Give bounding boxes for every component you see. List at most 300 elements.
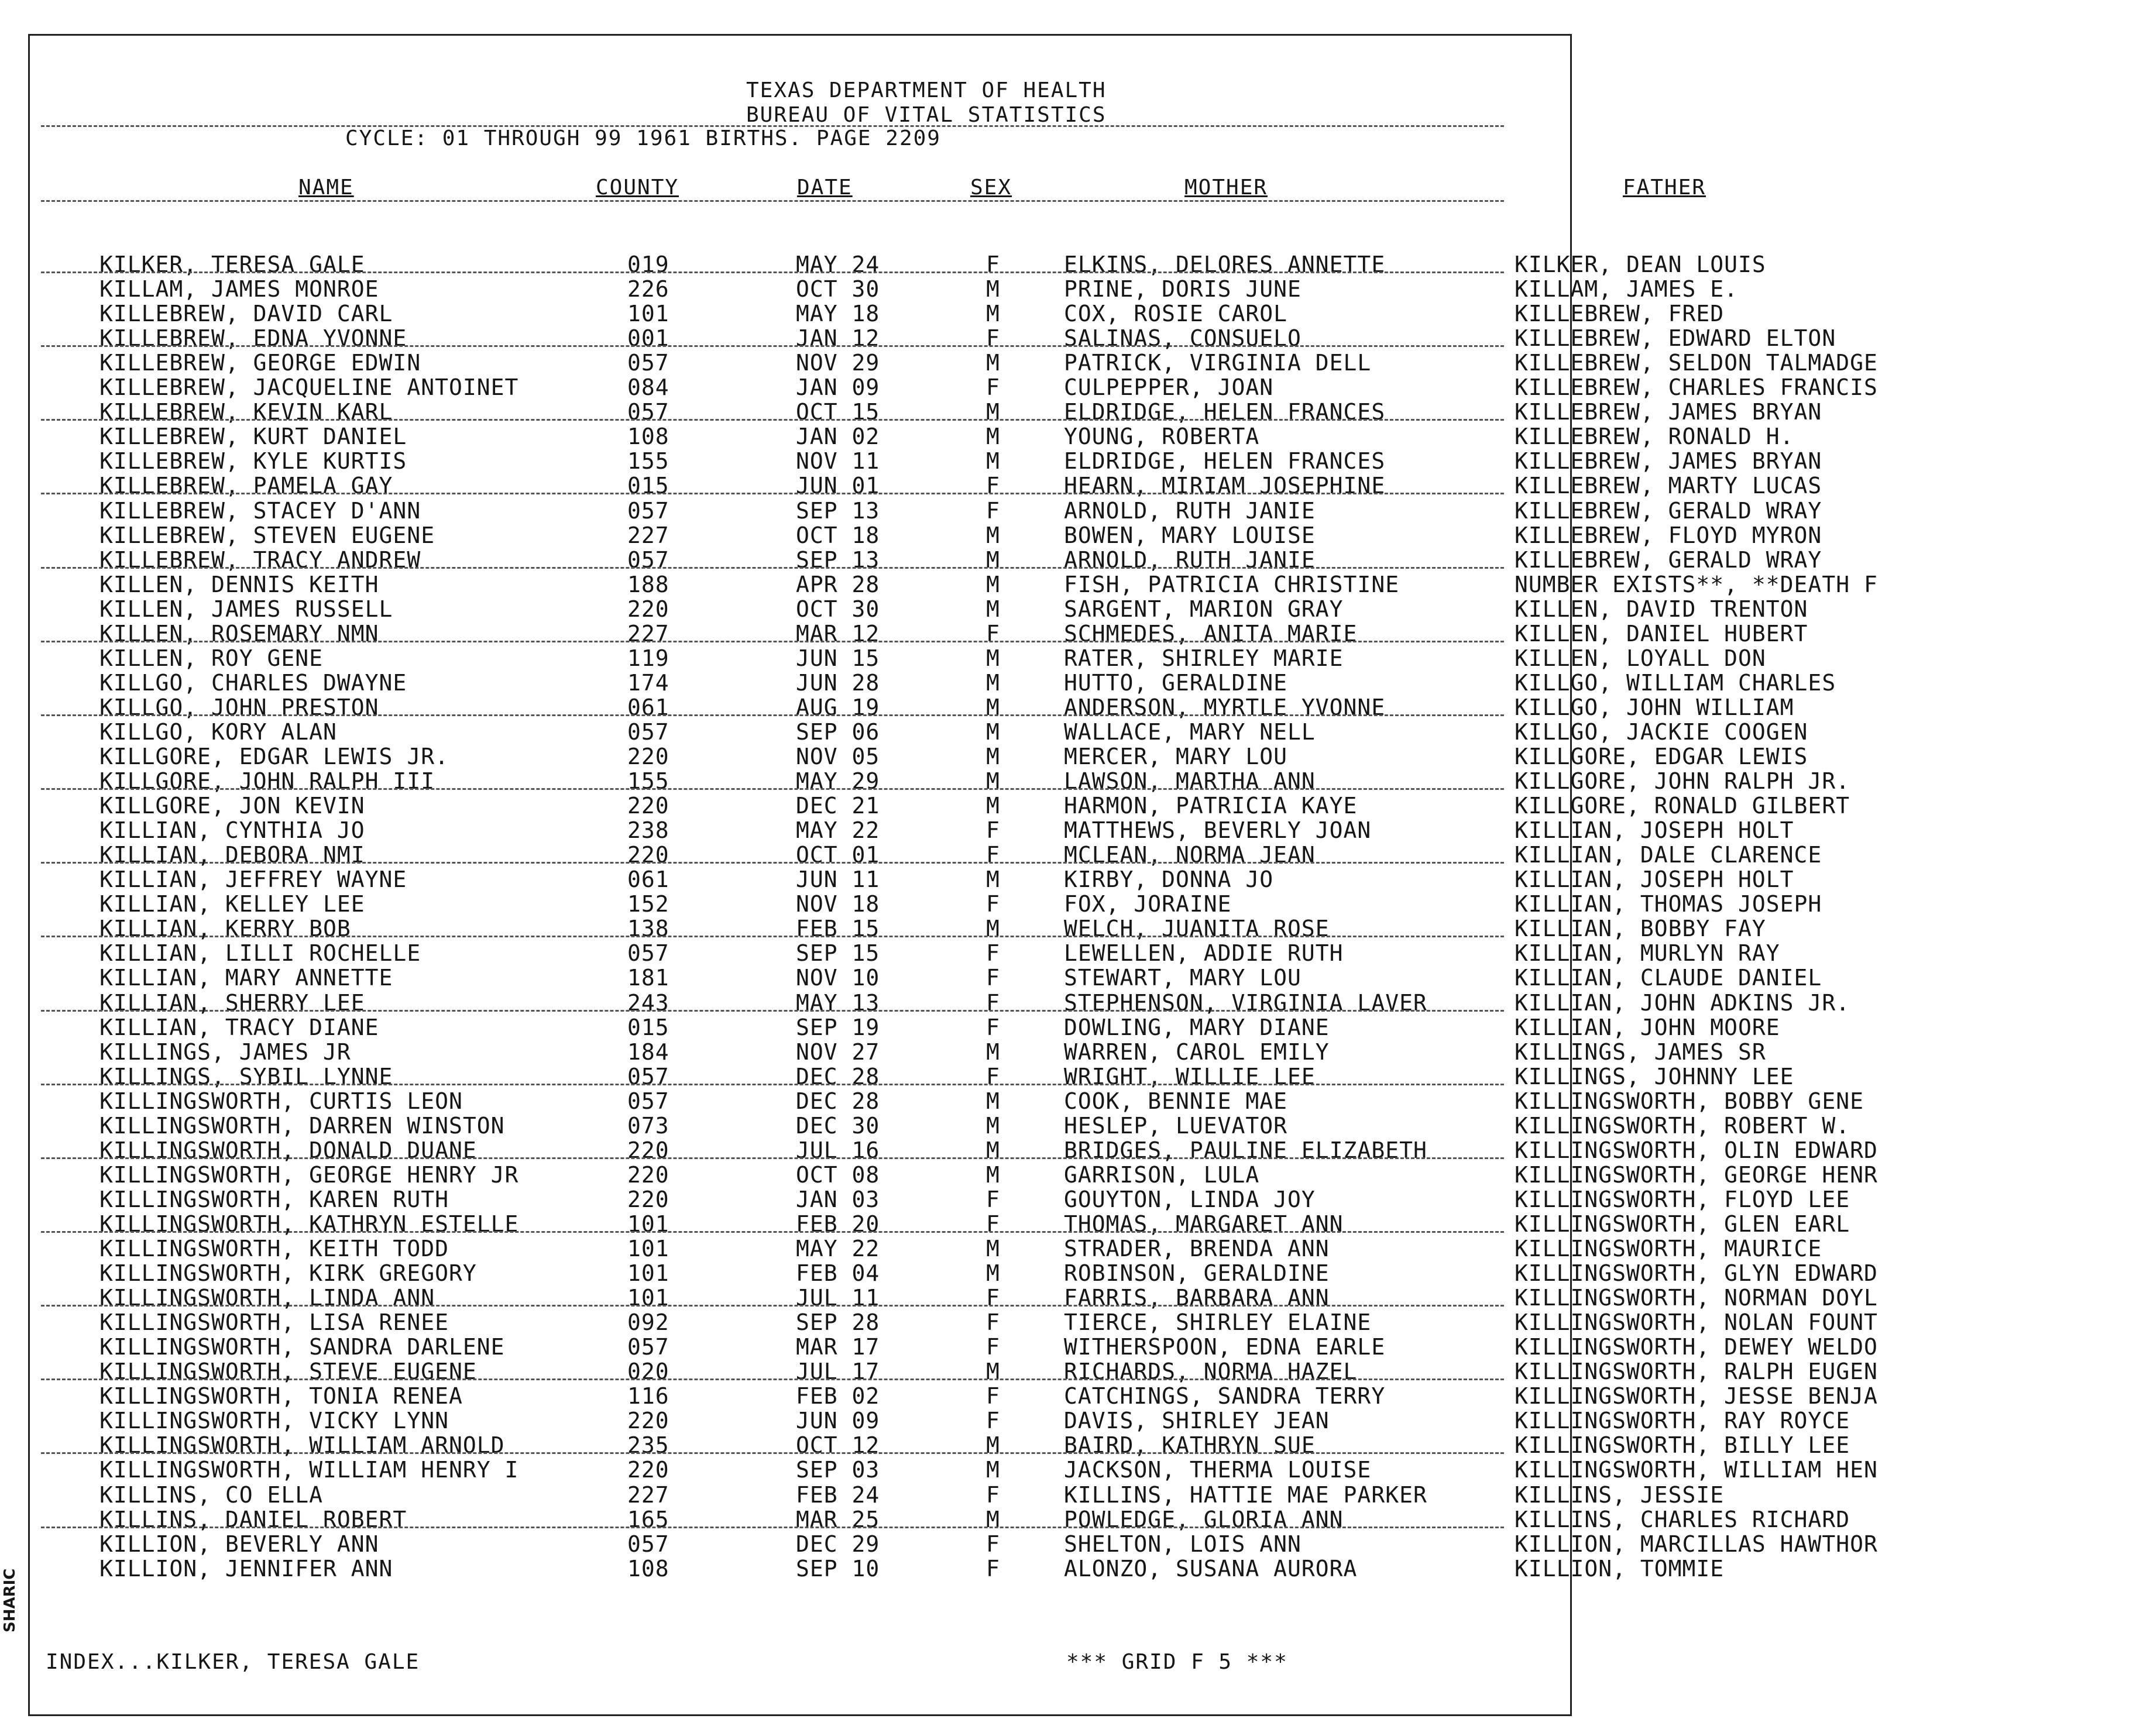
record-name: KILLEBREW, KEVIN KARL: [99, 399, 393, 425]
record-sex: M: [986, 719, 1000, 745]
record-sex: M: [986, 448, 1000, 475]
record-mother: DOWLING, MARY DIANE: [1064, 1014, 1330, 1040]
record-name: KILLINGSWORTH, KEITH TODD: [99, 1236, 449, 1261]
record-date: SEP 28: [796, 1309, 880, 1336]
record-county: 220: [627, 596, 669, 622]
record-sex: M: [986, 301, 1000, 327]
record-mother: CULPEPPER, JOAN: [1064, 374, 1274, 401]
grid-label: *** GRID F 5 ***: [1066, 1650, 1288, 1674]
record-name: KILLINGSWORTH, VICKY LYNN: [99, 1408, 449, 1434]
record-county: 188: [627, 571, 669, 597]
record-date: OCT 08: [796, 1161, 880, 1188]
record-name: KILLEN, DENNIS KEITH: [99, 571, 379, 597]
record-father: KILLION, TOMMIE: [1515, 1555, 1725, 1582]
record-father: KILLAM, JAMES E.: [1515, 276, 1739, 302]
record-name: KILLIAN, CYNTHIA JO: [99, 817, 365, 844]
record-county: 057: [627, 399, 669, 425]
record-father: KILLEBREW, RONALD H.: [1515, 424, 1794, 450]
record-mother: PATRICK, VIRGINIA DELL: [1064, 350, 1372, 376]
record-name: KILLIAN, TRACY DIANE: [99, 1014, 379, 1040]
record-name: KILLEN, JAMES RUSSELL: [99, 596, 393, 622]
record-mother: FOX, JORAINE: [1064, 891, 1232, 917]
record-date: JUN 09: [796, 1408, 880, 1434]
index-line: INDEX...KILKER, TERESA GALE: [46, 1650, 420, 1674]
record-row: [0, 1015, 2136, 1039]
record-row: [0, 1482, 2136, 1507]
record-date: MAR 17: [796, 1334, 880, 1360]
record-father: KILLEN, DAVID TRENTON: [1515, 596, 1808, 622]
record-date: OCT 01: [796, 842, 880, 868]
record-name: KILLEBREW, GEORGE EDWIN: [99, 350, 421, 376]
record-row: [0, 645, 2136, 670]
record-mother: COOK, BENNIE MAE: [1064, 1088, 1288, 1114]
column-header-father: FATHER: [1623, 176, 1706, 200]
record-father: KILLINGSWORTH, OLIN EDWARD: [1515, 1137, 1878, 1163]
record-date: DEC 29: [796, 1531, 880, 1557]
record-sex: M: [986, 1359, 1000, 1385]
record-sex: F: [986, 1186, 1000, 1212]
record-mother: FARRIS, BARBARA ANN: [1064, 1285, 1330, 1311]
record-father: KILLINGSWORTH, NOLAN FOUNT: [1515, 1309, 1878, 1336]
record-date: NOV 27: [796, 1039, 880, 1065]
record-mother: GOUYTON, LINDA JOY: [1064, 1186, 1316, 1212]
record-father: KILLINGSWORTH, DEWEY WELDO: [1515, 1334, 1878, 1360]
record-father: KILLEN, LOYALL DON: [1515, 645, 1766, 671]
record-mother: LAWSON, MARTHA ANN: [1064, 768, 1316, 795]
record-date: AUG 19: [796, 694, 880, 720]
record-mother: ALONZO, SUSANA AURORA: [1064, 1555, 1358, 1582]
record-date: FEB 04: [796, 1260, 880, 1287]
record-county: 015: [627, 473, 669, 499]
record-date: FEB 20: [796, 1211, 880, 1237]
record-sex: F: [986, 325, 1000, 352]
record-row: [0, 1162, 2136, 1187]
record-mother: WELCH, JUANITA ROSE: [1064, 916, 1330, 942]
record-row: [0, 670, 2136, 695]
record-county: 101: [627, 1236, 669, 1261]
record-county: 138: [627, 916, 669, 942]
record-mother: WALLACE, MARY NELL: [1064, 719, 1316, 745]
record-mother: BAIRD, KATHRYN SUE: [1064, 1432, 1316, 1459]
record-name: KILLEBREW, DAVID CARL: [99, 301, 393, 327]
record-sex: M: [986, 916, 1000, 942]
record-date: APR 28: [796, 571, 880, 597]
record-county: 057: [627, 940, 669, 967]
record-date: NOV 05: [796, 744, 880, 769]
record-mother: GARRISON, LULA: [1064, 1161, 1260, 1188]
record-row: [0, 522, 2136, 547]
record-county: 227: [627, 522, 669, 548]
record-name: KILLION, BEVERLY ANN: [99, 1531, 379, 1557]
record-father: KILLINGS, JOHNNY LEE: [1515, 1063, 1794, 1089]
record-row: [0, 498, 2136, 522]
row-rule: [41, 1452, 1504, 1454]
record-sex: M: [986, 424, 1000, 450]
record-father: KILLEBREW, FRED: [1515, 301, 1725, 327]
record-name: KILLIAN, KERRY BOB: [99, 916, 351, 942]
record-mother: SCHMEDES, ANITA MARIE: [1064, 620, 1358, 647]
record-father: KILLIAN, JOSEPH HOLT: [1515, 817, 1794, 844]
record-father: KILLEBREW, JAMES BRYAN: [1515, 399, 1822, 425]
record-date: FEB 24: [796, 1481, 880, 1508]
record-date: OCT 30: [796, 276, 880, 302]
record-mother: THOMAS, MARGARET ANN: [1064, 1211, 1344, 1237]
record-date: DEC 28: [796, 1088, 880, 1114]
record-name: KILLIAN, KELLEY LEE: [99, 891, 365, 917]
record-mother: BRIDGES, PAULINE ELIZABETH: [1064, 1137, 1427, 1163]
record-row: [0, 1088, 2136, 1113]
record-sex: F: [986, 1334, 1000, 1360]
record-row: [0, 596, 2136, 621]
record-sex: M: [986, 1236, 1000, 1261]
record-sex: M: [986, 1432, 1000, 1459]
record-county: 227: [627, 1481, 669, 1508]
record-sex: M: [986, 522, 1000, 548]
record-sex: M: [986, 645, 1000, 671]
record-sex: F: [986, 374, 1000, 401]
department-title: TEXAS DEPARTMENT OF HEALTH: [746, 78, 1107, 102]
record-county: 057: [627, 1531, 669, 1557]
record-name: KILLINGSWORTH, DARREN WINSTON: [99, 1112, 505, 1139]
record-county: 226: [627, 276, 669, 302]
cycle-line: CYCLE: 01 THROUGH 99 1961 BIRTHS. PAGE 2209: [345, 126, 941, 150]
record-date: MAY 22: [796, 817, 880, 844]
record-name: KILLEBREW, EDNA YVONNE: [99, 325, 407, 352]
record-sex: F: [986, 1309, 1000, 1336]
record-sex: F: [986, 817, 1000, 844]
record-county: 235: [627, 1432, 669, 1459]
record-father: KILLINS, CHARLES RICHARD: [1515, 1506, 1850, 1532]
record-county: 220: [627, 793, 669, 819]
record-sex: F: [986, 1211, 1000, 1237]
record-father: KILLEN, DANIEL HUBERT: [1515, 620, 1808, 647]
column-header-date: DATE: [797, 176, 853, 200]
record-father: KILLIAN, THOMAS JOSEPH: [1515, 891, 1822, 917]
record-date: SEP 13: [796, 497, 880, 524]
record-mother: MCLEAN, NORMA JEAN: [1064, 842, 1316, 868]
record-county: 019: [627, 252, 669, 277]
row-rule: [41, 1157, 1504, 1159]
record-county: 101: [627, 301, 669, 327]
record-name: KILLAM, JAMES MONROE: [99, 276, 379, 302]
record-date: MAR 12: [796, 620, 880, 647]
record-father: KILLIAN, JOSEPH HOLT: [1515, 867, 1794, 893]
record-sex: M: [986, 546, 1000, 573]
column-header-name: NAME: [298, 176, 354, 200]
record-county: 001: [627, 325, 669, 352]
record-row: [0, 1556, 2136, 1580]
record-father: KILLEBREW, SELDON TALMADGE: [1515, 350, 1878, 376]
record-row: [0, 1531, 2136, 1556]
record-sex: F: [986, 1408, 1000, 1434]
record-mother: LEWELLEN, ADDIE RUTH: [1064, 940, 1344, 967]
record-name: KILLION, JENNIFER ANN: [99, 1555, 393, 1582]
record-name: KILLEBREW, STACEY D'ANN: [99, 497, 421, 524]
record-date: JAN 12: [796, 325, 880, 352]
record-name: KILLINGSWORTH, LINDA ANN: [99, 1285, 435, 1311]
record-name: KILLINGSWORTH, WILLIAM ARNOLD: [99, 1432, 505, 1459]
record-mother: ROBINSON, GERALDINE: [1064, 1260, 1330, 1287]
record-mother: COX, ROSIE CAROL: [1064, 301, 1288, 327]
record-county: 152: [627, 891, 669, 917]
record-father: KILLIAN, BOBBY FAY: [1515, 916, 1766, 942]
record-sex: F: [986, 989, 1000, 1016]
record-father: KILLINGSWORTH, GEORGE HENR: [1515, 1161, 1878, 1188]
record-row: [0, 1383, 2136, 1408]
record-father: KILKER, DEAN LOUIS: [1515, 252, 1766, 277]
record-name: KILLINGSWORTH, STEVE EUGENE: [99, 1359, 477, 1385]
record-date: MAY 24: [796, 252, 880, 277]
record-sex: F: [986, 842, 1000, 868]
record-sex: F: [986, 1555, 1000, 1582]
record-row: [0, 1113, 2136, 1137]
record-name: KILLINGSWORTH, SANDRA DARLENE: [99, 1334, 505, 1360]
record-county: 220: [627, 1137, 669, 1163]
record-name: KILLIAN, DEBORA NMI: [99, 842, 365, 868]
record-name: KILLGO, JOHN PRESTON: [99, 694, 379, 720]
record-row: [0, 448, 2136, 473]
record-county: 119: [627, 645, 669, 671]
record-name: KILLGO, KORY ALAN: [99, 719, 337, 745]
record-mother: ELKINS, DELORES ANNETTE: [1064, 252, 1386, 277]
record-name: KILLINGSWORTH, DONALD DUANE: [99, 1137, 477, 1163]
record-date: OCT 30: [796, 596, 880, 622]
record-father: KILLINGSWORTH, GLYN EDWARD: [1515, 1260, 1878, 1287]
column-header-county: COUNTY: [596, 176, 679, 200]
record-mother: TIERCE, SHIRLEY ELAINE: [1064, 1309, 1372, 1336]
record-date: NOV 11: [796, 448, 880, 475]
record-row: [0, 572, 2136, 596]
record-row: [0, 817, 2136, 842]
record-date: MAR 25: [796, 1506, 880, 1532]
record-father: KILLINGS, JAMES SR: [1515, 1039, 1766, 1065]
row-rule: [41, 1084, 1504, 1085]
record-name: KILLINGSWORTH, LISA RENEE: [99, 1309, 449, 1336]
row-rule: [41, 419, 1504, 421]
record-county: 101: [627, 1211, 669, 1237]
record-mother: RICHARDS, NORMA HAZEL: [1064, 1359, 1358, 1385]
record-mother: ARNOLD, RUTH JANIE: [1064, 497, 1316, 524]
record-county: 220: [627, 744, 669, 769]
record-mother: HARMON, PATRICIA KAYE: [1064, 793, 1358, 819]
record-county: 101: [627, 1260, 669, 1287]
record-date: NOV 18: [796, 891, 880, 917]
record-county: 057: [627, 1334, 669, 1360]
record-name: KILLGORE, EDGAR LEWIS JR.: [99, 744, 449, 769]
record-father: KILLINGSWORTH, JESSE BENJA: [1515, 1383, 1878, 1410]
record-row: [0, 1236, 2136, 1260]
column-header-rule: [41, 200, 1504, 202]
record-date: SEP 03: [796, 1457, 880, 1483]
record-sex: M: [986, 1506, 1000, 1532]
record-mother: PRINE, DORIS JUNE: [1064, 276, 1301, 302]
record-father: KILLGO, JACKIE COOGEN: [1515, 719, 1808, 745]
record-county: 061: [627, 867, 669, 893]
record-sex: M: [986, 596, 1000, 622]
record-row: [0, 940, 2136, 965]
record-date: JUN 11: [796, 867, 880, 893]
row-rule: [41, 345, 1504, 347]
record-mother: MATTHEWS, BEVERLY JOAN: [1064, 817, 1372, 844]
record-county: 165: [627, 1506, 669, 1532]
row-rule: [41, 1527, 1504, 1528]
record-father: KILLION, MARCILLAS HAWTHOR: [1515, 1531, 1878, 1557]
record-county: 108: [627, 1555, 669, 1582]
record-mother: HUTTO, GERALDINE: [1064, 669, 1288, 696]
record-date: JUL 16: [796, 1137, 880, 1163]
record-father: KILLIAN, DALE CLARENCE: [1515, 842, 1822, 868]
record-county: 084: [627, 374, 669, 401]
bureau-title: BUREAU OF VITAL STATISTICS: [746, 103, 1107, 127]
row-rule: [41, 493, 1504, 494]
record-date: SEP 13: [796, 546, 880, 573]
record-name: KILLINS, CO ELLA: [99, 1481, 324, 1508]
record-name: KILLINGSWORTH, WILLIAM HENRY I: [99, 1457, 519, 1483]
record-father: KILLINGSWORTH, MAURICE: [1515, 1236, 1822, 1261]
record-father: KILLIAN, JOHN MOORE: [1515, 1014, 1780, 1040]
record-sex: M: [986, 694, 1000, 720]
column-header-sex: SEX: [970, 176, 1012, 200]
record-date: JAN 09: [796, 374, 880, 401]
record-sex: F: [986, 252, 1000, 277]
record-mother: CATCHINGS, SANDRA TERRY: [1064, 1383, 1386, 1410]
record-father: KILLEBREW, EDWARD ELTON: [1515, 325, 1836, 352]
record-father: KILLGORE, RONALD GILBERT: [1515, 793, 1850, 819]
record-date: SEP 19: [796, 1014, 880, 1040]
row-rule: [41, 936, 1504, 937]
record-date: JUN 01: [796, 473, 880, 499]
row-rule: [41, 788, 1504, 790]
record-county: 116: [627, 1383, 669, 1410]
record-father: KILLINGSWORTH, RALPH EUGEN: [1515, 1359, 1878, 1385]
row-rule: [41, 567, 1504, 569]
record-father: KILLEBREW, MARTY LUCAS: [1515, 473, 1822, 499]
record-name: KILLEBREW, KYLE KURTIS: [99, 448, 407, 475]
record-county: 101: [627, 1285, 669, 1311]
row-rule: [41, 271, 1504, 273]
record-name: KILLINS, DANIEL ROBERT: [99, 1506, 407, 1532]
record-father: KILLINGSWORTH, FLOYD LEE: [1515, 1186, 1850, 1212]
record-name: KILLGORE, JON KEVIN: [99, 793, 365, 819]
record-county: 181: [627, 965, 669, 991]
record-county: 073: [627, 1112, 669, 1139]
record-name: KILLINGSWORTH, CURTIS LEON: [99, 1088, 463, 1114]
record-date: MAY 18: [796, 301, 880, 327]
record-mother: STEPHENSON, VIRGINIA LAVER: [1064, 989, 1427, 1016]
record-date: JAN 03: [796, 1186, 880, 1212]
record-row: [0, 374, 2136, 399]
record-date: JUN 15: [796, 645, 880, 671]
record-father: KILLEBREW, GERALD WRAY: [1515, 497, 1822, 524]
record-sex: M: [986, 1112, 1000, 1139]
record-sex: F: [986, 1531, 1000, 1557]
record-father: KILLIAN, MURLYN RAY: [1515, 940, 1780, 967]
record-date: OCT 18: [796, 522, 880, 548]
record-county: 174: [627, 669, 669, 696]
record-row: [0, 276, 2136, 301]
record-name: KILLEBREW, PAMELA GAY: [99, 473, 393, 499]
record-father: KILLINGSWORTH, WILLIAM HEN: [1515, 1457, 1878, 1483]
row-rule: [41, 714, 1504, 716]
record-father: KILLINS, JESSIE: [1515, 1481, 1725, 1508]
record-name: KILLIAN, JEFFREY WAYNE: [99, 867, 407, 893]
row-rule: [41, 1305, 1504, 1307]
record-father: KILLINGSWORTH, RAY ROYCE: [1515, 1408, 1850, 1434]
record-date: SEP 10: [796, 1555, 880, 1582]
record-sex: M: [986, 867, 1000, 893]
record-sex: M: [986, 768, 1000, 795]
record-sex: F: [986, 1481, 1000, 1508]
record-name: KILLINGS, SYBIL LYNNE: [99, 1063, 393, 1089]
record-father: KILLINGSWORTH, BILLY LEE: [1515, 1432, 1850, 1459]
record-name: KILLEBREW, STEVEN EUGENE: [99, 522, 435, 548]
record-mother: WRIGHT, WILLIE LEE: [1064, 1063, 1316, 1089]
record-row: [0, 350, 2136, 374]
record-name: KILLEBREW, JACQUELINE ANTOINET: [99, 374, 519, 401]
record-sex: F: [986, 1014, 1000, 1040]
record-father: KILLINGSWORTH, ROBERT W.: [1515, 1112, 1850, 1139]
record-mother: ARNOLD, RUTH JANIE: [1064, 546, 1316, 573]
record-sex: M: [986, 571, 1000, 597]
record-county: 057: [627, 546, 669, 573]
record-father: KILLINGSWORTH, BOBBY GENE: [1515, 1088, 1864, 1114]
record-mother: KIRBY, DONNA JO: [1064, 867, 1274, 893]
record-name: KILLINGSWORTH, GEORGE HENRY JR: [99, 1161, 519, 1188]
record-sex: F: [986, 1285, 1000, 1311]
record-row: [0, 424, 2136, 448]
record-date: MAY 13: [796, 989, 880, 1016]
record-date: DEC 30: [796, 1112, 880, 1139]
record-county: 020: [627, 1359, 669, 1385]
record-name: KILLINGSWORTH, TONIA RENEA: [99, 1383, 463, 1410]
record-sex: F: [986, 1383, 1000, 1410]
record-sex: M: [986, 1088, 1000, 1114]
record-mother: ANDERSON, MYRTLE YVONNE: [1064, 694, 1386, 720]
record-date: JUL 17: [796, 1359, 880, 1385]
record-father: KILLEBREW, FLOYD MYRON: [1515, 522, 1822, 548]
record-name: KILLINGS, JAMES JR: [99, 1039, 351, 1065]
record-mother: WARREN, CAROL EMILY: [1064, 1039, 1330, 1065]
record-sex: M: [986, 399, 1000, 425]
record-mother: SARGENT, MARION GRAY: [1064, 596, 1344, 622]
record-name: KILLIAN, MARY ANNETTE: [99, 965, 393, 991]
record-county: 092: [627, 1309, 669, 1336]
record-date: MAY 22: [796, 1236, 880, 1261]
record-date: DEC 28: [796, 1063, 880, 1089]
record-county: 220: [627, 842, 669, 868]
record-county: 220: [627, 1161, 669, 1188]
row-rule: [41, 862, 1504, 864]
record-row: [0, 719, 2136, 744]
record-county: 238: [627, 817, 669, 844]
record-father: KILLGO, WILLIAM CHARLES: [1515, 669, 1836, 696]
record-mother: HESLEP, LUEVATOR: [1064, 1112, 1288, 1139]
row-rule: [41, 1379, 1504, 1380]
record-row: [0, 1187, 2136, 1211]
record-row: [0, 1260, 2136, 1285]
record-name: KILLINGSWORTH, KIRK GREGORY: [99, 1260, 477, 1287]
record-mother: STRADER, BRENDA ANN: [1064, 1236, 1330, 1261]
record-county: 057: [627, 1063, 669, 1089]
record-county: 057: [627, 1088, 669, 1114]
record-date: MAY 29: [796, 768, 880, 795]
record-sex: M: [986, 1161, 1000, 1188]
record-mother: POWLEDGE, GLORIA ANN: [1064, 1506, 1344, 1532]
record-date: FEB 15: [796, 916, 880, 942]
record-date: FEB 02: [796, 1383, 880, 1410]
record-sex: F: [986, 473, 1000, 499]
record-county: 184: [627, 1039, 669, 1065]
